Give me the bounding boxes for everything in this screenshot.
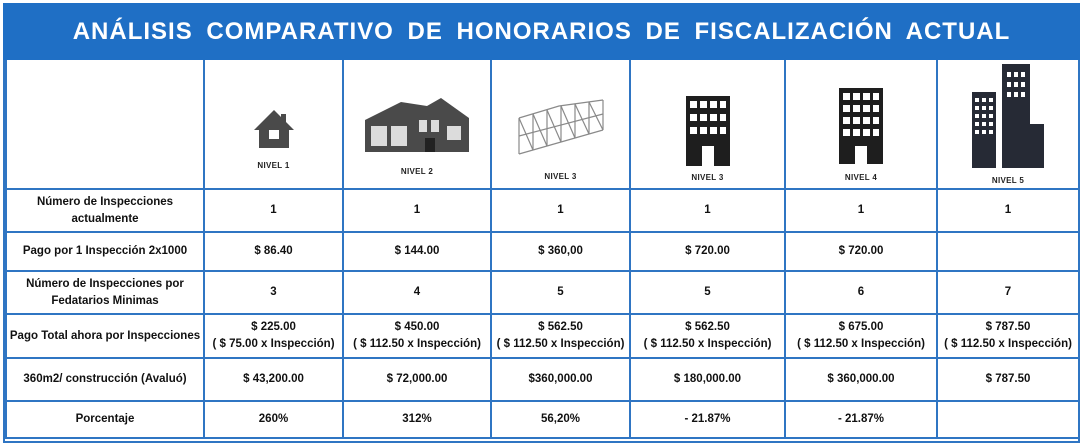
row-label: Número de Inspecciones por Fedatarios Minimas [6,271,204,314]
table-cell: 56,20% [491,401,630,438]
level-label: NIVEL 2 [400,167,434,176]
table-cell: - 21.87% [785,401,937,438]
table-cell: $ 360,00 [491,232,630,271]
table-cell: 1 [937,189,1079,232]
table-cell: 6 [785,271,937,314]
house-large-icon [361,96,473,154]
table-row [6,232,1079,271]
table-cell: 312% [343,401,491,438]
table-cell: 1 [785,189,937,232]
table-cell: $ 675.00 ( $ 112.50 x Inspección) [785,314,937,358]
row-label: Pago Total ahora por Inspecciones [6,314,204,358]
table-cell: $ 180,000.00 [630,358,785,401]
table-row [6,358,1079,401]
table-row [6,271,1079,314]
table-cell: 260% [204,401,343,438]
table-cell: $ 360,000.00 [785,358,937,401]
table-cell [937,401,1079,438]
row-label: Número de Inspecciones actualmente [6,189,204,232]
table-cell: 5 [491,271,630,314]
level-5-header [937,60,1079,189]
level-4-header [785,60,937,189]
table-cell: $360,000.00 [491,358,630,401]
table-cell: $ 225.00 ( $ 75.00 x Inspección) [204,314,343,358]
row-label: Porcentaje [6,401,204,438]
table-cell: $ 450.00 ( $ 112.50 x Inspección) [343,314,491,358]
table-cell: - 21.87% [630,401,785,438]
page-title: ANÁLISIS COMPARATIVO DE HONORARIOS DE FISCALIZACIÓN ACTUAL [3,3,1080,60]
table-cell: $ 72,000.00 [343,358,491,401]
table-cell: 1 [630,189,785,232]
level-label: NIVEL 5 [991,176,1025,185]
skyscraper-icon [972,64,1044,168]
house-small-icon [252,108,296,150]
table-row [6,314,1079,358]
comparison-table [5,60,1080,439]
table-cell: $ 43,200.00 [204,358,343,401]
table-row [6,189,1079,232]
table-cell: $ 787.50 [937,358,1079,401]
table-cell: 1 [343,189,491,232]
table-row [6,401,1079,438]
level-3b-header [630,60,785,189]
table-cell: $ 144.00 [343,232,491,271]
table-cell: 1 [204,189,343,232]
level-1-header [204,60,343,189]
table-cell: $ 720.00 [630,232,785,271]
table-cell: $ 86.40 [204,232,343,271]
level-header-row [6,60,1079,189]
building-medium-icon [839,88,883,164]
table-cell: $ 562.50 ( $ 112.50 x Inspección) [491,314,630,358]
level-2-header [343,60,491,189]
level-label: NIVEL 1 [257,161,290,170]
row-label: 360m2/ construcción (Avaluó) [6,358,204,401]
level-label: NIVEL 3 [544,172,577,181]
level-3-header [491,60,630,189]
table-cell: 1 [491,189,630,232]
table-cell: $ 787.50 ( $ 112.50 x Inspección) [937,314,1079,358]
header-empty-cell [6,60,204,189]
table-cell: 5 [630,271,785,314]
warehouse-frame-icon [515,94,607,160]
table-cell: $ 720.00 [785,232,937,271]
table-cell: 7 [937,271,1079,314]
level-label: NIVEL 3 [691,173,724,182]
table-cell: $ 562.50 ( $ 112.50 x Inspección) [630,314,785,358]
table-cell: 3 [204,271,343,314]
level-label: NIVEL 4 [844,173,878,182]
building-small-icon [686,96,730,166]
row-label: Pago por 1 Inspección 2x1000 [6,232,204,271]
table-cell: 4 [343,271,491,314]
table-cell [937,232,1079,271]
